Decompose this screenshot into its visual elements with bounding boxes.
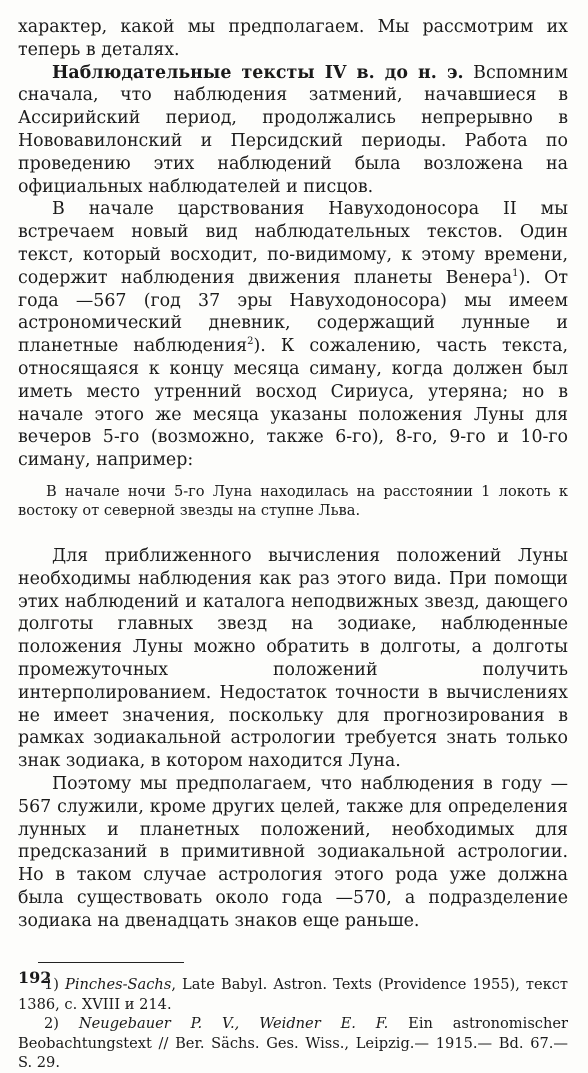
footnote-author: Neugebauer P. V., Weidner E. F. xyxy=(78,1015,389,1033)
footnote-text: , Late Babyl. Astron. Texts (Providence 1955), текст 1386, с. XVIII и 214. xyxy=(18,976,569,1013)
footnote-author: Pinches-Sachs xyxy=(65,976,172,994)
paragraph-observational-texts xyxy=(18,62,568,199)
footnote-ref-1: 1 xyxy=(512,267,519,279)
footnote-ref-2: 2 xyxy=(247,336,254,348)
paragraph-nebuchadnezzar xyxy=(18,198,568,472)
section-lead-heading: Наблюдательные тексты IV в. до н. э. xyxy=(52,62,464,83)
footnote-divider xyxy=(38,962,184,963)
paragraph-text: ). К сожалению, часть текста, относящаяся к концу месяца симану, когда должен был иметь место утренний восход Сириуса, утеряна; но в начале этого же месяца указаны положения Луны для вечеров 5-го (возможно, также 6-го), 8-го, 9-го и 10-го симану, например: xyxy=(18,336,568,471)
paragraph-text: В начале царствования Навуходоносора II мы встречаем новый вид наблюдательных текстов. Один текст, который восходит, по-видимому, к этому времени, содержит наблюдения движения планеты Венера xyxy=(18,199,568,288)
footnote-mark: 2) xyxy=(44,1015,79,1033)
paragraph-conclusion: Поэтому мы предполагаем, что наблюдения в году —567 служили, кроме других целей, также для определения лунных и планетных положений, необходимых для предсказаний в примитивной зодиакальной астрологии. Но в таком случае астрология этого рода уже должна была существовать около года —570, а подразделение зодиака на двенадцать знаков еще раньше. xyxy=(18,773,568,931)
paragraph-moon-positions: Для приближенного вычисления положений Луны необходимы наблюдения как раз этого вида. При помощи этих наблюдений и каталога неподвижных звезд, дающего долготы главных звезд на зодиаке, наблюденные положения Луны можно обратить в долготы, а долготы промежуточных положений получить интерполированием. Недостаток точности в вычислениях не имеет значения, поскольку для прогнозирования в рамках зодиакальной астрологии требуется знать только знак зодиака, в котором находится Луна. xyxy=(18,545,568,772)
paragraph-text: Вспомним сначала, что наблюдения затмений, начавшиеся в Ассирийский период, продолжались непрерывно в Нововавилонский и Персидский периоды. Работа по проведению этих наблюдений была возложена на официальных наблюдателей и писцов. xyxy=(18,62,568,197)
quoted-observation: В начале ночи 5-го Луна находилась на расстоянии 1 локоть к востоку от северной звезды на ступне Льва. xyxy=(18,482,568,520)
footnote-2 xyxy=(18,1014,568,1073)
footnote-text: Ein astronomischer Beobachtungstext // Ber. Sächs. Ges. Wiss., Leipzig.— 1915.— Bd. 67.— S. 29. xyxy=(18,1015,568,1072)
page-number: 192 xyxy=(18,968,52,987)
paragraph-text: ). От года —567 (год 37 эры Навуходоносора) мы имеем астрономический дневник, содержащий лунные и планетные наблюдения xyxy=(18,267,568,357)
footnote-mark: 1) xyxy=(44,976,66,994)
paragraph-continuation: характер, какой мы предполагаем. Мы рассмотрим их теперь в деталях. xyxy=(18,17,568,60)
footnote-1 xyxy=(18,975,568,1014)
